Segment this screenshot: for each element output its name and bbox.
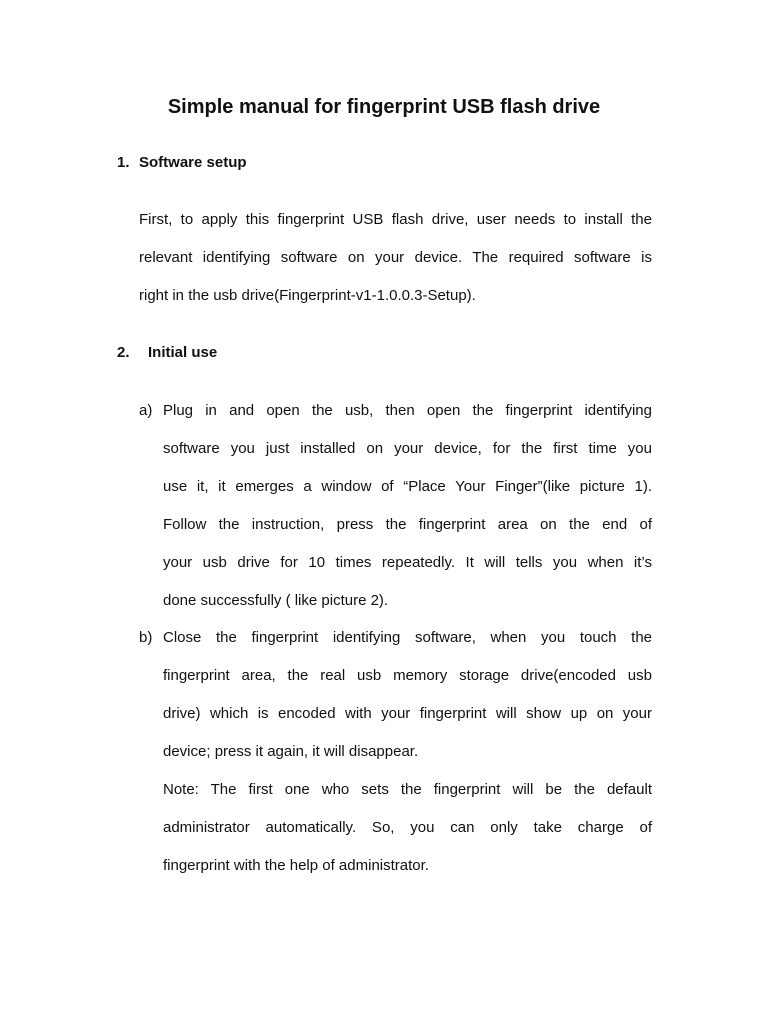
- paragraph-line: Follow the instruction, press the fingerprint area on the end of: [163, 516, 652, 533]
- list-item-a-marker: a): [139, 402, 153, 419]
- paragraph-line: relevant identifying software on your device. The required software is: [139, 249, 652, 266]
- paragraph-line: fingerprint area, the real usb memory storage drive(encoded usb: [163, 667, 652, 684]
- section-2-heading: [117, 342, 217, 364]
- paragraph-line: done successfully ( like picture 2).: [163, 592, 389, 609]
- paragraph-line: right in the usb drive(Fingerprint-v1-1.0.0.3-Setup).: [139, 287, 476, 304]
- paragraph-line: use it, it emerges a window of “Place Your Finger”(like picture 1).: [163, 478, 652, 495]
- paragraph-line: your usb drive for 10 times repeatedly. It will tells you when it’s: [163, 554, 652, 571]
- paragraph-line: software you just installed on your device, for the first time you: [163, 440, 652, 457]
- list-item-b-marker: b): [139, 629, 153, 646]
- section-1-number: 1.: [117, 154, 130, 171]
- note-line: fingerprint with the help of administrator.: [163, 857, 429, 874]
- section-2-number: 2.: [117, 344, 130, 361]
- document-title: Simple manual for fingerprint USB flash drive: [167, 96, 601, 118]
- paragraph-line: device; press it again, it will disappear.: [163, 743, 419, 760]
- paragraph-line: Plug in and open the usb, then open the fingerprint identifying: [163, 402, 652, 419]
- note-line: administrator automatically. So, you can only take charge of: [163, 819, 652, 836]
- paragraph-line: First, to apply this fingerprint USB flash drive, user needs to install the: [139, 211, 652, 228]
- section-2-title: Initial use: [148, 344, 218, 361]
- paragraph-line: Close the fingerprint identifying software, when you touch the: [163, 629, 652, 646]
- list-item-a: [163, 392, 652, 620]
- section-1-paragraph: [139, 201, 652, 315]
- section-1-title: Software setup: [139, 154, 247, 171]
- section-1-heading: [117, 152, 247, 174]
- paragraph-line: drive) which is encoded with your fingerprint will show up on your: [163, 705, 652, 722]
- list-item-b: [163, 619, 652, 885]
- note-line: Note: The first one who sets the fingerprint will be the default: [163, 781, 652, 798]
